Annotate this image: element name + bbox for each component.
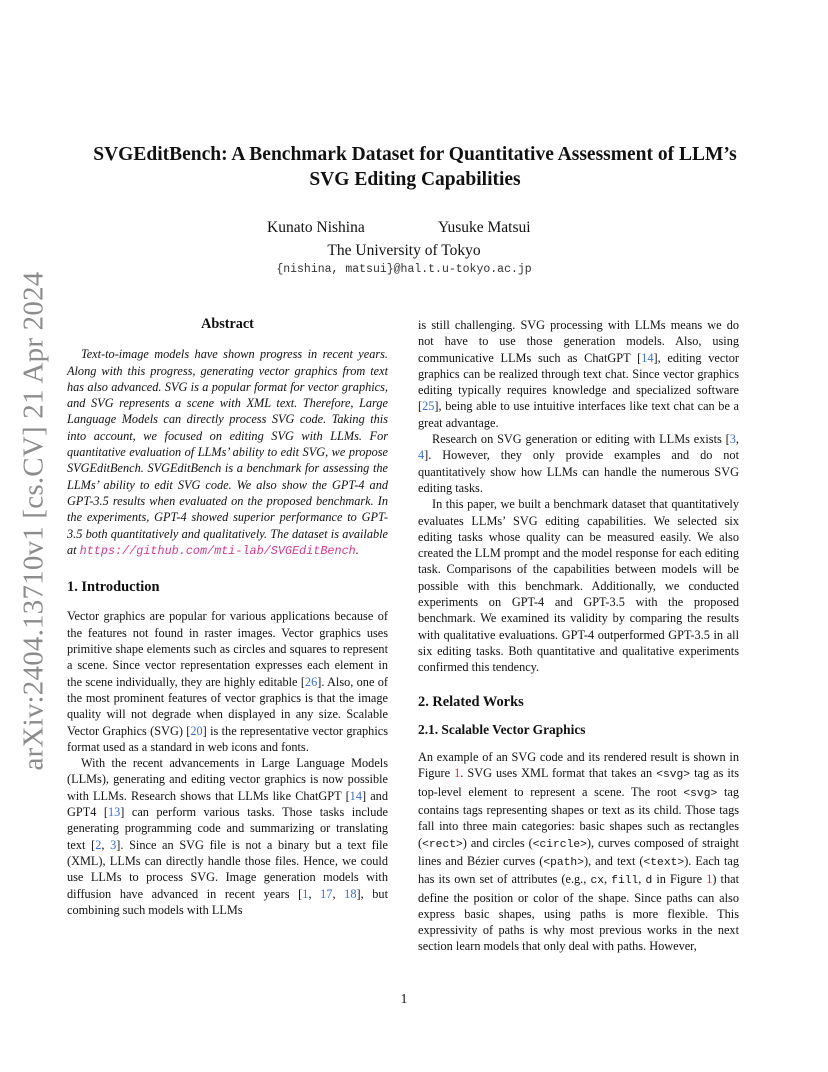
citation-link[interactable]: 26	[304, 674, 318, 689]
citation-link[interactable]: 17	[320, 886, 333, 901]
code-snippet: <svg>	[683, 787, 718, 800]
title-line-1: SVGEditBench: A Benchmark Dataset for Quantitative Assessment of LLM’s	[93, 144, 737, 165]
title-line-2: SVG Editing Capabilities	[309, 169, 521, 190]
author-email: {nishina, matsui}@hal.t.u-tokyo.ac.jp	[276, 263, 532, 276]
author-name: Yusuke Matsui	[438, 219, 531, 236]
code-snippet: <text>	[643, 856, 685, 869]
code-snippet: d	[645, 875, 653, 888]
citation-link[interactable]: 13	[107, 805, 121, 820]
svg-paragraph: An example of an SVG code and its rendered result is shown in Figure 1. SVG uses XML format that takes an <svg> tag as its top-level element to represent a scene. The root <svg> tag contains tags representing shapes or text as its child. Those tags fall into three main categories: basic shapes such as rectangles (<rect>) and circles (<circle>), curves composed of straight lines and Bézier curves (<path>), and text (<text>). Each tag has its own set of attributes (e.g., cx, fill, d in Figure 1) that define the position or color of the shape. Since paths can also express basic shapes, using paths is more flexible. This expressivity of paths is why most previous works in the next section learn models that only deal with paths. However,	[418, 750, 740, 954]
code-snippet: <circle>	[532, 838, 587, 851]
figure-link[interactable]: 1	[706, 872, 713, 887]
affiliation: The University of Tokyo	[327, 242, 481, 259]
intro-paragraph-3: is still challenging. SVG processing with LLMs means we do not have to use those generation models. Also, using communicative LLMs such as ChatGPT [14], editing vector graphics can be realized through text chat. Since vector graphics editing typically requires knowledge and specialized software [25], being able to use intuitive interfaces like text chat can be a great advantage.	[418, 318, 740, 430]
code-snippet: cx	[590, 875, 604, 888]
citation-link[interactable]: 3	[110, 837, 117, 852]
citation-link[interactable]: 3	[729, 432, 736, 447]
section-heading-introduction: 1. Introduction	[67, 579, 160, 596]
subsection-heading-svg: 2.1. Scalable Vector Graphics	[418, 721, 586, 737]
right-column	[418, 317, 739, 955]
code-snippet: <svg>	[656, 769, 691, 782]
section-heading-related-works: 2. Related Works	[418, 693, 524, 710]
code-snippet: fill	[611, 875, 639, 888]
citation-link[interactable]: 18	[344, 886, 357, 901]
author-name: Kunato Nishina	[267, 219, 365, 236]
intro-paragraph-2: With the recent advancements in Large Language Models (LLMs), generating and editing vector graphics is now possible with LLMs. Research shows that LLMs like ChatGPT [14] and GPT4 [13] can perform various tasks. Those tasks include generating programming code and summarizing or translating text [2, 3]. Since an SVG file is not a binary but a text file (XML), LLMs can directly handle those files. Hence, we could use LLMs to process SVG. Image generation models with diffusion have advanced in recent years [1, 17, 18], but combining such models with LLMs	[67, 756, 388, 917]
left-column	[67, 316, 388, 918]
code-snippet: <path>	[543, 856, 584, 869]
abstract-text: Text-to-image models have shown progress in recent years. Along with this progress, generating vector graphics from text has also advanced. SVG is a popular format for vector graphics, and SVG represents a scene with XML text. Therefore, Large Language Models can directly process SVG code. Taking this into account, we focused on editing SVG with LLMs. For quantitative evaluation of LLMs’ ability to edit SVG, we propose SVGEditBench. SVGEditBench is a benchmark for assessing the LLMs’ ability to edit SVG code. We also show the GPT-4 and GPT-3.5 results when evaluated on the proposed benchmark. In the experiments, GPT-4 showed superior performance to GPT-3.5 both quantitatively and qualitatively. The dataset is available at https://github.com/mti-lab/SVGEditBench.	[67, 347, 388, 558]
code-snippet: <rect>	[422, 838, 463, 851]
abstract-heading: Abstract	[201, 316, 254, 332]
page-number: 1	[400, 991, 408, 1006]
figure-link[interactable]: 1	[454, 766, 461, 781]
dataset-link[interactable]: https://github.com/mti-lab/SVGEditBench	[79, 543, 356, 558]
citation-link[interactable]: 25	[422, 399, 435, 414]
citation-link[interactable]: 1	[302, 886, 309, 901]
citation-link[interactable]: 14	[349, 788, 362, 803]
citation-link[interactable]: 2	[95, 837, 102, 852]
intro-paragraph-1: Vector graphics are popular for various applications because of the features not found in raster images. Vector graphics uses primitive shape elements such as circles and squares to represent a scene. Since vector representation expresses each element in the scene individually, they are highly editable [26]. Also, one of the most prominent features of vector graphics is that the image quality will not degrade when displayed in any size. Scalable Vector Graphics (SVG) [20] is the representative vector graphics format used as a standard in web icons and fonts.	[67, 609, 388, 754]
citation-link[interactable]: 14	[641, 350, 654, 365]
arxiv-identifier-text: arXiv:2404.13710v1 [cs.CV] 21 Apr 2024	[17, 271, 50, 771]
intro-paragraph-5: In this paper, we built a benchmark dataset that quantitatively evaluates LLMs’ SVG editing capabilities. We selected six editing tasks whose quality can be measured easily. We also created the LLM prompt and the model response for each editing task. Comparisons of the capabilities between models will be possible with this benchmark. Additionally, we conducted experiments on GPT-4 and GPT-3.5 with the proposed benchmark. We examined its validity by comparing the results with qualitative evaluations. GPT-4 outperformed GPT-3.5 in all six editing tasks. Both quantitative and qualitative experiments confirmed this tendency.	[418, 497, 739, 675]
intro-paragraph-4: Research on SVG generation or editing with LLMs exists [3, 4]. However, they only provide examples and do not quantitatively show how LLMs can handle the numerous SVG editing tasks.	[418, 432, 739, 495]
citation-link[interactable]: 20	[190, 723, 203, 738]
arxiv-identifier	[14, 271, 54, 771]
citation-link[interactable]: 4	[418, 448, 425, 463]
paper-title	[60, 142, 770, 192]
